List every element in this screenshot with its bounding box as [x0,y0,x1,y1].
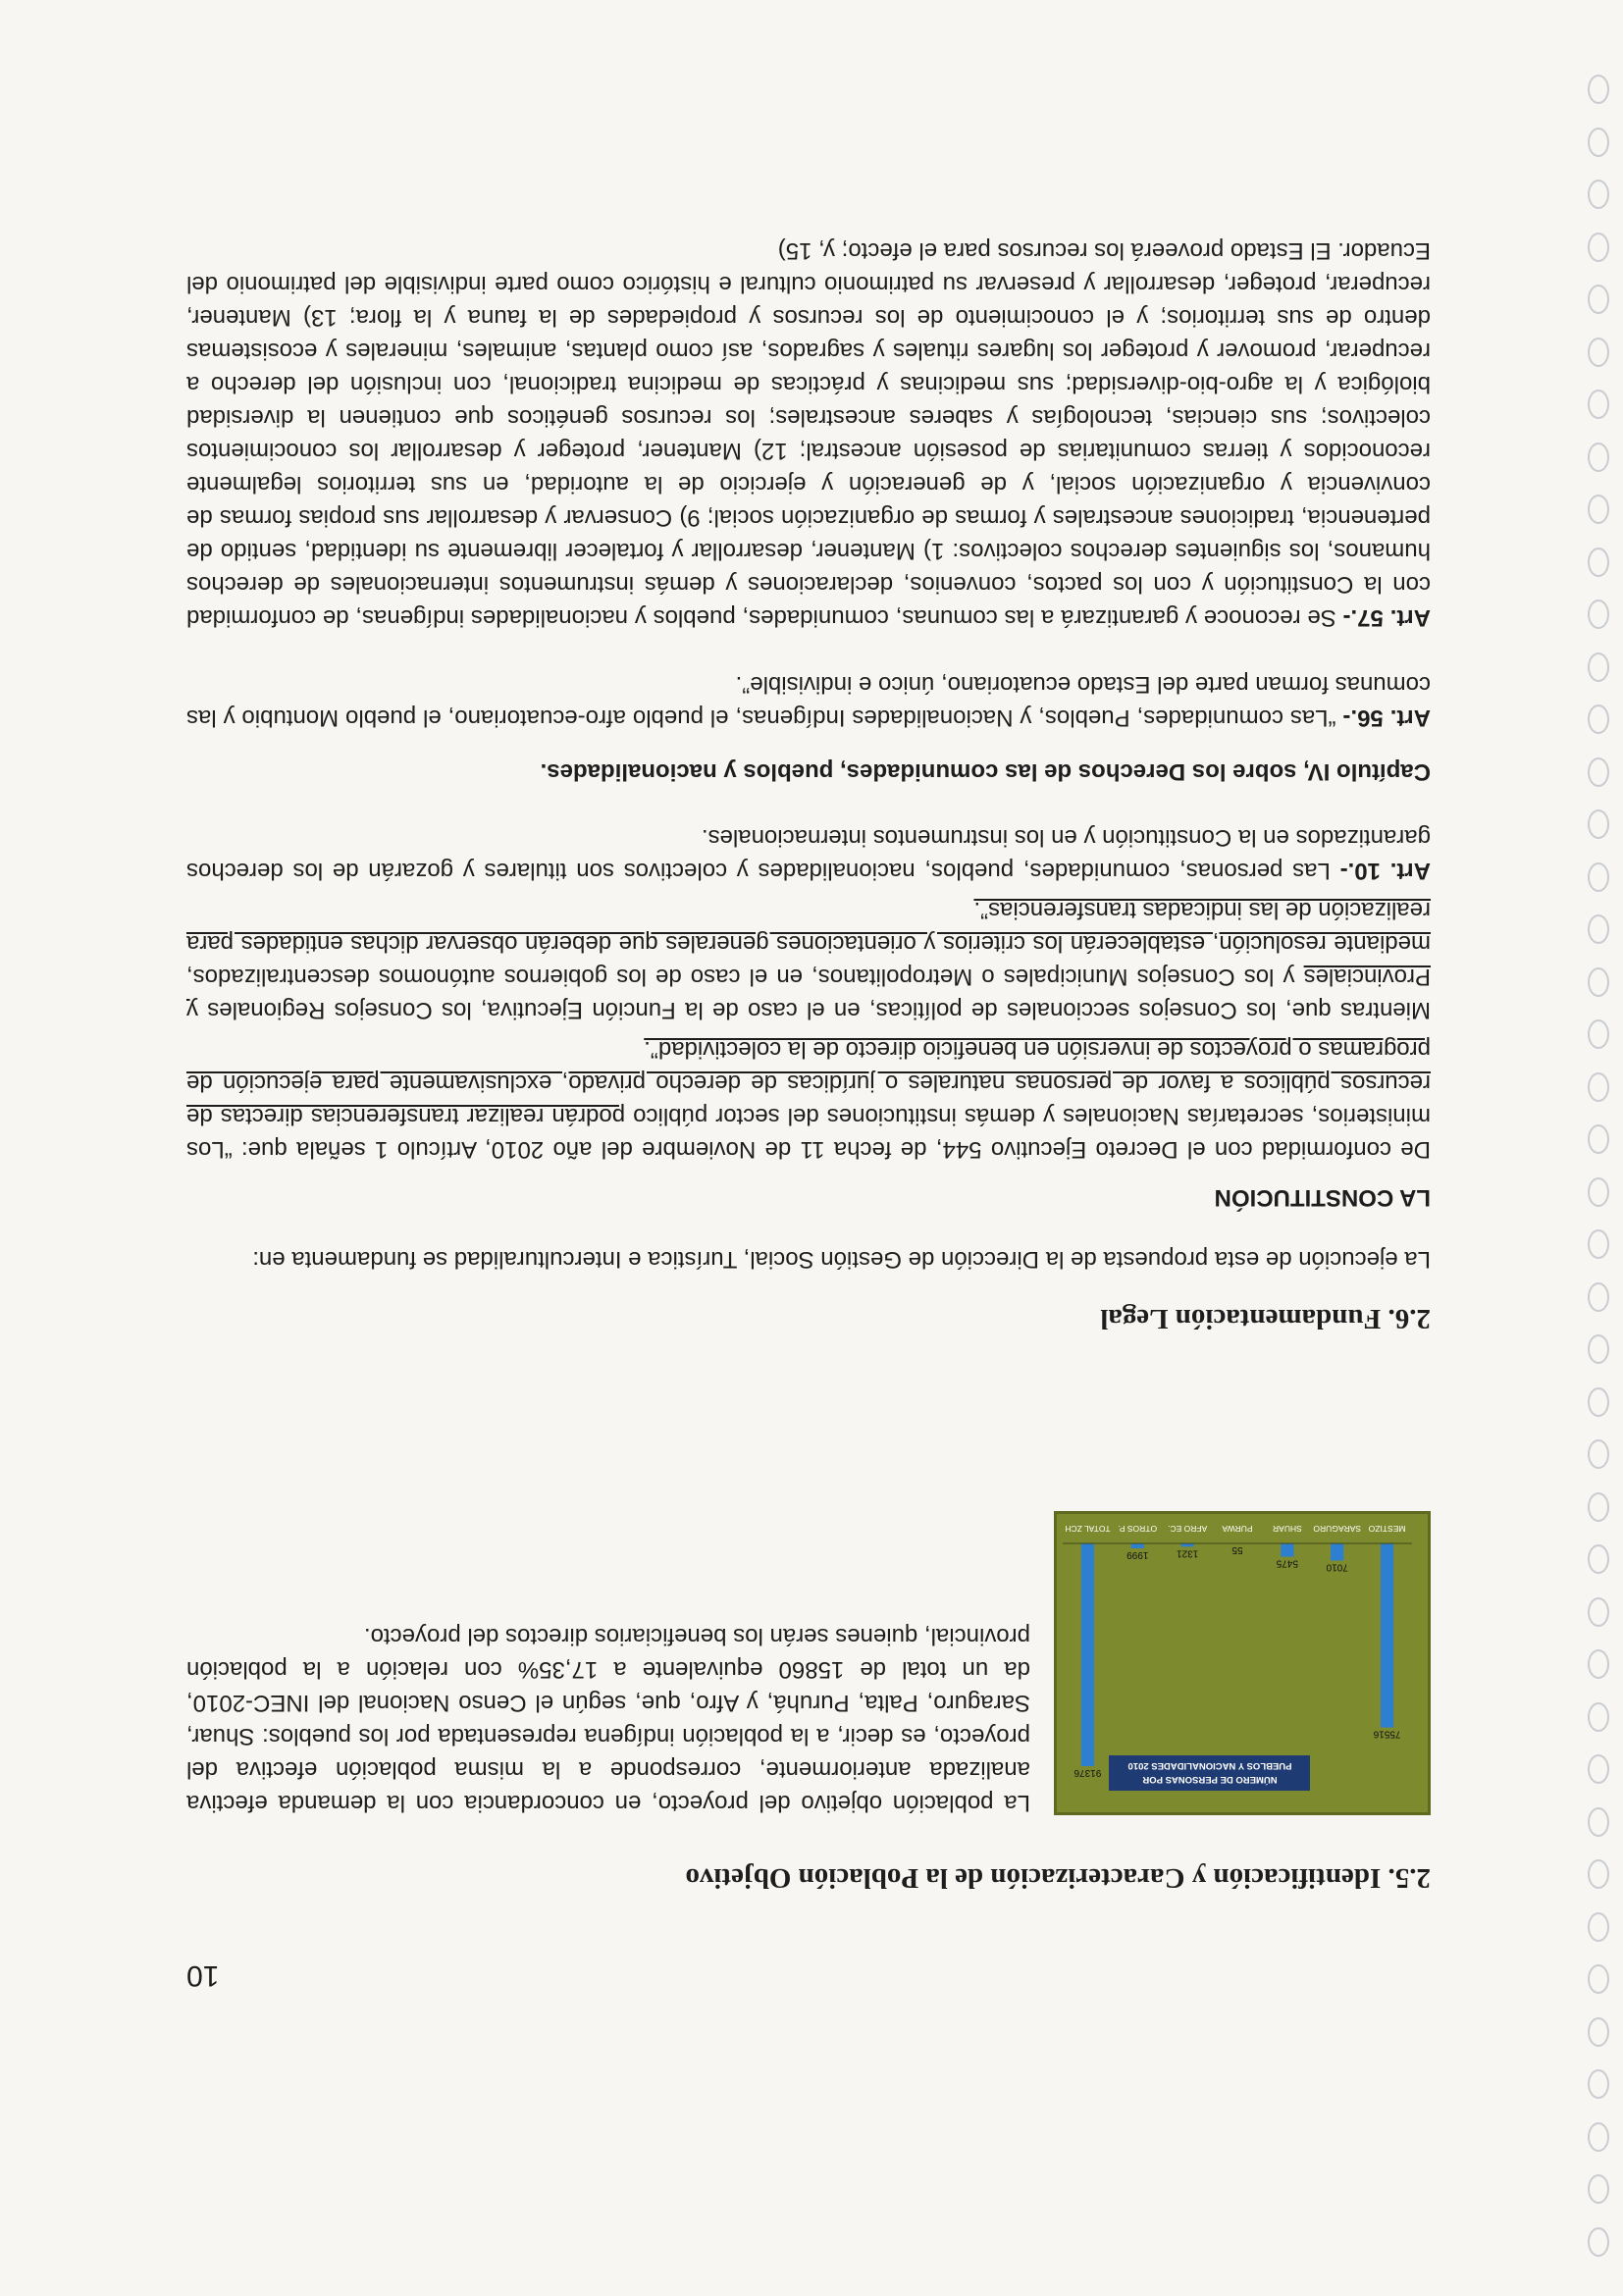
chart-data-label: 91376 [1073,1766,1102,1778]
chart-data-label: 1321 [1177,1547,1199,1559]
art-57-paragraph [186,234,1431,634]
art-10-text: Las personas, comunidades, pueblos, nacionalidades y colectivos son titulares y gozarán de los derechos garantizados en la Constitución y en los instrumentos internacionales. [186,824,1431,884]
binder-hole [1588,1335,1609,1365]
binder-hole [1588,181,1609,210]
binder-hole [1588,1440,1609,1470]
chart-title-line-2: PUEBLOS Y NACIONALIDADES 2010 [1127,1760,1292,1771]
chart-bar [1281,1543,1293,1557]
art-57-text: Se reconoce y garantizará a las comunas, comunidades, pueblos y nacionalidades indígenas, de conformidad con la Constitución y con los pactos, convenios, declaraciones y demás instrumentos internacionales de derechos humanos, los siguientes derechos colectivos: 1) Mantener, desarrollar y fortalecer libremente su identidad, sentido de pertenencia, tradiciones ancestrales y formas de organización social; 9) Conservar y desarrollar sus propias formas de convivencia y organización social, y de generación y ejercicio de la autoridad, en sus territorios legalmente reconocidos y tierras comunitarias de posesión ancestral; 12) Mantener, proteger y desarrollar los conocimientos colectivos; sus ciencias, tecnologías y saberes ancestrales; los recursos genéticos que contienen la diversidad biológica y la agro-bio-diversidad; sus medicinas y prácticas de medicina tradicional, con inclusión del derecho a recuperar, promover y proteger los lugares rituales y sagrados, así como plantas, animales, minerales y ecosistemas dentro de sus territorios; y el conocimiento de los recursos y propiedades de la fauna y la flora; 13) Mantener, recuperar, proteger, desarrollar y preservar su patrimonio cultural e histórico como parte indivisible del patrimonio del Ecuador. El Estado proveerá los recursos para el efecto; y, 15) [186,237,1431,631]
binder-hole [1588,548,1609,577]
chart-data-label: 7010 [1326,1561,1348,1573]
chart-category-label: SARAGURO [1313,1524,1362,1534]
binder-hole [1588,705,1609,735]
page-number: 10 [186,1959,220,1992]
binder-hole [1588,1860,1609,1890]
binder-hole [1588,967,1609,997]
chart-category-label: TOTAL ZCH [1065,1524,1111,1534]
binder-hole [1588,76,1609,105]
binder-hole [1588,1072,1609,1102]
binder-hole [1588,1702,1609,1732]
chart-data-label: 1999 [1126,1548,1149,1560]
binder-hole [1588,1020,1609,1050]
art-56-paragraph [186,667,1431,734]
decree-paragraph [186,1032,1431,1166]
binder-hole [1588,391,1609,420]
chart-bar [1381,1543,1393,1728]
binder-hole [1588,915,1609,945]
population-chart [1054,1511,1431,1815]
binder-hole [1588,652,1609,682]
binder-hole [1588,1230,1609,1260]
binder-hole [1588,1387,1609,1417]
chart-category-label: PURWA [1222,1524,1253,1534]
chart-data-label: 75516 [1373,1728,1401,1740]
chart-canvas [1057,1514,1428,1812]
chart-category-label: AFRO EC. [1168,1524,1208,1534]
councils-text-a: Mientras que, los Consejos seccionales de políticas, en el caso de la Función Ejecutiva, los Consejos Regionales [198,997,1431,1023]
chart-data-label: 55 [1231,1544,1243,1556]
binder-hole [1588,757,1609,787]
chart-category-label: SHUAR [1272,1524,1302,1534]
binder-hole [1588,2175,1609,2205]
councils-underlined-b: mediante resolución, establecerán los criterios y orientaciones generales que deberán observar dichas entidades para realización de las indicadas transferencias”. [186,897,1431,957]
councils-paragraph [186,893,1431,1026]
chart-category-label: MESTIZO [1368,1524,1406,1534]
binder-hole [1588,233,1609,262]
binder-hole [1588,1177,1609,1207]
binder-hole [1588,810,1609,840]
binder-hole [1588,338,1609,367]
art-10-lead: Art. 10.- [1339,858,1431,884]
binder-hole [1588,600,1609,630]
binder-hole [1588,1965,1609,1995]
binder-hole [1588,1545,1609,1575]
art-10-paragraph [186,820,1431,887]
section-heading-2-5: 2.5. Identificación y Caracterización de la Población Objetivo [685,1862,1431,1894]
chapter-heading: Capítulo IV, sobre los Derechos de las comunidades, pueblos y nacionalidades. [540,758,1431,785]
chart-bar [1081,1543,1094,1766]
art-56-text: “Las comunidades, Pueblos, y Nacionalidades Indígenas, el pueblo afro-ecuatoriano, el pueblo Montubio y las comunas forman parte del Estado ecuatoriano, único e indivisible”. [186,671,1431,731]
binder-hole [1588,1755,1609,1785]
binder-hole [1588,2070,1609,2100]
chart-data-label: 5475 [1276,1557,1298,1569]
legal-intro: La ejecución de esta propuesta de la Dirección de Gestión Social, Turística e Interculturalidad se fundamenta en: [252,1246,1431,1273]
decree-text: De conformidad con el Decreto Ejecutivo 544, de fecha 11 de Noviembre del año 2010, Artículo 1 señala que: “Los ministerios, secretarías Nacionales y demás instituciones del sector público [186,1103,1431,1163]
art-57-lead: Art. 57.- [1342,604,1431,631]
chart-category-label: OTROS P. [1118,1524,1158,1534]
binder-hole [1588,286,1609,315]
councils-text-b: y los Consejos Municipales o Metropolitanos, en el caso de los gobiernos autónomos descentralizados, [186,964,1304,990]
councils-underlined-a: y Provinciales [186,964,1431,1023]
binder-hole [1588,128,1609,157]
binder-hole [1588,862,1609,892]
population-paragraph: La población objetivo del proyecto, en concordancia con la demanda efectiva analizada anteriormente, corresponde a la misma población efectiva del proyecto, es decir, a la población indígena representada por los pueblos: Shuar, Saraguro, Palta, Puruhá, y Afro, que, según el Censo Nacional del INEC-2010, da un total de 15860 equivalente a 17,35% con relación a la población provincial, quienes serán los beneficiarios directos del proyecto. [186,1623,1030,1816]
binder-hole [1588,1807,1609,1837]
binder-holes [1564,0,1623,2296]
binder-hole [1588,2122,1609,2152]
art-56-lead: Art. 56.- [1342,704,1431,731]
binder-hole [1588,443,1609,472]
binder-hole [1588,2227,1609,2257]
decree-underlined: podrán realizar transferencias directas de recursos públicos a favor de personas naturales o jurídicas de derecho privado, exclusivamente para ejecución de programas o proyectos de inversión en beneficio directo de la colectividad”. [186,1036,1431,1129]
binder-hole [1588,496,1609,525]
binder-hole [1588,1597,1609,1627]
binder-hole [1588,2017,1609,2047]
constitution-heading: LA CONSTITUCIÓN [1214,1184,1431,1211]
binder-hole [1588,1492,1609,1522]
binder-hole [1588,1125,1609,1155]
chart-title-line-1: NÚMERO DE PERSONAS POR [1142,1774,1278,1785]
chart-bar [1331,1543,1343,1560]
section-heading-2-6: 2.6. Fundamentación Legal [1100,1303,1431,1334]
binder-hole [1588,1650,1609,1680]
chart-bar [1131,1543,1144,1548]
binder-hole [1588,1282,1609,1312]
binder-hole [1588,1912,1609,1942]
